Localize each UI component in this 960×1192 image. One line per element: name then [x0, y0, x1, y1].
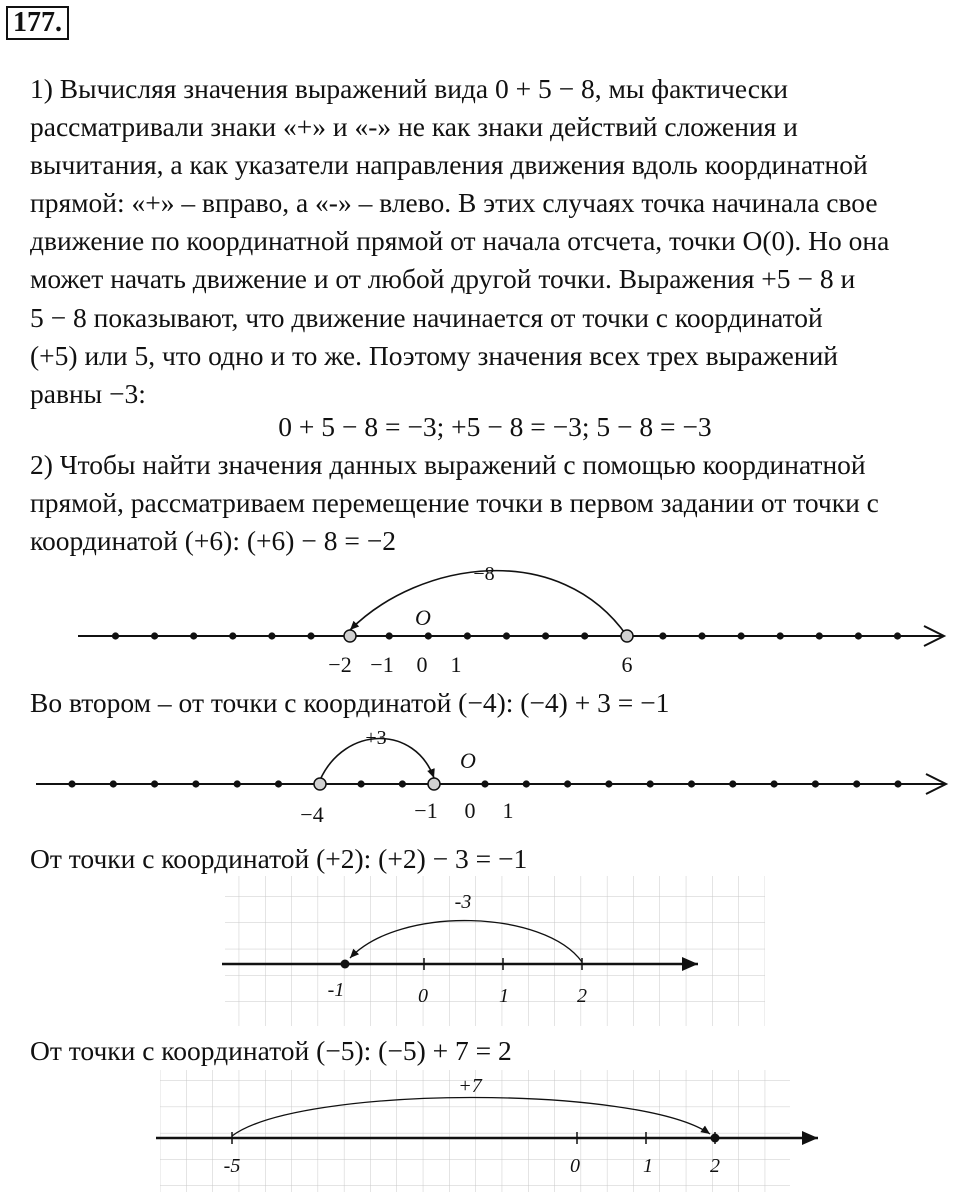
tick-label: 1 [450, 652, 462, 677]
text-line: координатой (+6): (+6) − 8 = −2 [30, 525, 396, 557]
tick-label: 0 [416, 652, 428, 677]
unit-dot [894, 780, 901, 787]
text-line: 1) Вычисляя значения выражений вида 0 + 5 − 8, мы фактически [30, 73, 789, 104]
number-line-4 [156, 1070, 818, 1192]
problem-number: 177. [6, 6, 69, 40]
start-point [314, 778, 326, 790]
end-point [344, 630, 356, 642]
unit-dot [581, 632, 588, 639]
equations-line: 0 + 5 − 8 = −3; +5 − 8 = −3; 5 − 8 = −3 [278, 411, 712, 442]
end-point [341, 960, 350, 969]
unit-dot [110, 780, 117, 787]
tick-label: 0 [570, 1155, 580, 1177]
end-point [711, 1134, 720, 1143]
unit-dot [151, 780, 158, 787]
unit-dot [729, 780, 736, 787]
text-line: вычитания, а как указатели направления движения вдоль координатной [30, 149, 868, 181]
tick-label: 6 [621, 652, 633, 677]
text-line: (+5) или 5, что одно и то же. Поэтому значения всех трех выражений [30, 339, 839, 371]
tick-label: −1 [414, 798, 438, 823]
unit-dot [503, 632, 510, 639]
text-line: 5 − 8 показывают, что движение начинается от точки с координатой [30, 301, 823, 333]
unit-dot [425, 632, 432, 639]
unit-dot [647, 780, 654, 787]
arrow-label: −8 [473, 563, 495, 585]
number-line-2 [36, 727, 946, 827]
unit-dot [564, 780, 571, 787]
arrow-label: -3 [454, 891, 472, 913]
tick-label: −1 [370, 652, 394, 677]
text-line: прямой, рассматриваем перемещение точки в первом задании от точки с [30, 487, 879, 519]
text-line: 2) Чтобы найти значения данных выражений с помощью координатной [30, 449, 866, 480]
unit-dot [358, 780, 365, 787]
unit-dot [307, 632, 314, 639]
tick-label: -1 [327, 979, 345, 1001]
unit-dot [812, 780, 819, 787]
tick-label: -5 [223, 1155, 241, 1177]
tick-label: 1 [499, 985, 509, 1007]
unit-dot [688, 780, 695, 787]
start-point [621, 630, 633, 642]
unit-dot [738, 632, 745, 639]
unit-dot [698, 632, 705, 639]
tick-label: 2 [710, 1155, 720, 1177]
text-line: равны −3: [30, 377, 146, 409]
tick-label: 0 [418, 985, 428, 1007]
tick-label: 1 [643, 1155, 653, 1177]
unit-dot [816, 632, 823, 639]
unit-dot [853, 780, 860, 787]
unit-dot [192, 780, 199, 787]
text-line: движение по координатной прямой от начала отсчета, точки O(0). Но она [30, 225, 890, 257]
unit-dot [894, 632, 901, 639]
unit-dot [190, 632, 197, 639]
text-line: может начать движение и от любой другой точки. Выражения +5 − 8 и [30, 263, 856, 295]
caption-second: Во втором – от точки с координатой (−4): (−4) + 3 = −1 [30, 687, 670, 718]
unit-dot [605, 780, 612, 787]
unit-dot [268, 632, 275, 639]
number-line-1 [78, 563, 944, 677]
unit-dot [229, 632, 236, 639]
unit-dot [151, 632, 158, 639]
grid-background [225, 876, 765, 1026]
tick-label: −2 [328, 652, 352, 677]
tick-label: 2 [577, 985, 587, 1007]
arrow-label: +7 [458, 1075, 482, 1097]
unit-dot [481, 780, 488, 787]
origin-label: O [415, 605, 431, 630]
unit-dot [68, 780, 75, 787]
unit-dot [399, 780, 406, 787]
tick-label: 0 [464, 798, 476, 823]
unit-dot [542, 632, 549, 639]
unit-dot [112, 632, 119, 639]
unit-dot [771, 780, 778, 787]
tick-label: −4 [300, 802, 324, 827]
tick-label: 1 [502, 798, 514, 823]
unit-dot [659, 632, 666, 639]
unit-dot [855, 632, 862, 639]
axis-arrow [802, 1131, 818, 1145]
unit-dot [777, 632, 784, 639]
caption-fourth: От точки с координатой (−5): (−5) + 7 = 2 [30, 1035, 512, 1066]
unit-dot [464, 632, 471, 639]
unit-dot [234, 780, 241, 787]
unit-dot [275, 780, 282, 787]
unit-dot [386, 632, 393, 639]
text-line: прямой: «+» – вправо, а «-» – влево. В этих случаях точка начинала свое [30, 187, 878, 219]
end-point [428, 778, 440, 790]
arrow-label: +3 [365, 727, 387, 749]
caption-third: От точки с координатой (+2): (+2) − 3 = −1 [30, 843, 528, 874]
unit-dot [523, 780, 530, 787]
origin-label: O [460, 748, 476, 773]
number-line-3 [222, 876, 765, 1026]
text-line: рассматривали знаки «+» и «-» не как знаки действий сложения и [30, 111, 798, 143]
